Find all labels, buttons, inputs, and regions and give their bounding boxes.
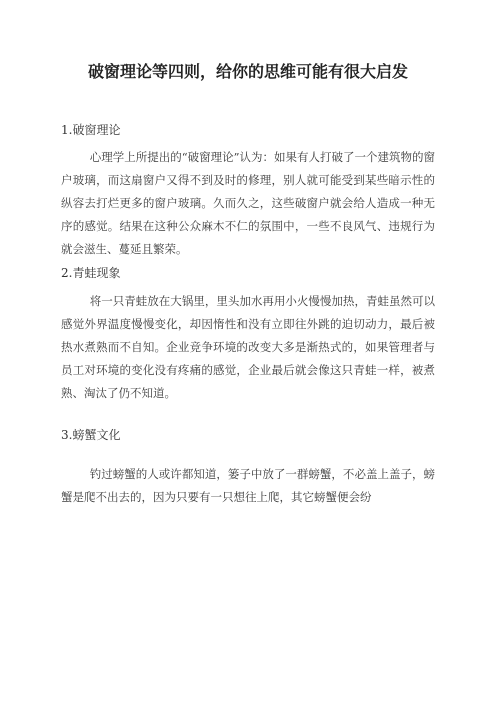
section-heading: 2.青蛙现象 — [61, 266, 121, 280]
section-heading: 3.螃蟹文化 — [61, 428, 121, 442]
section-paragraph: 钓过螃蟹的人或许都知道，篓子中放了一群螃蟹，不必盖上盖子，螃蟹是爬不出去的，因为只要有一只想往上爬，其它螃蟹便会纷 — [61, 467, 435, 504]
section-heading: 1.破窗理论 — [61, 123, 121, 137]
document-title: 破窗理论等四则，给你的思维可能有很大启发 — [87, 62, 408, 81]
section-paragraph: 心理学上所提出的“破窗理论”认为：如果有人打破了一个建筑物的窗户玻璃，而这扇窗户又得不到及时的修理，别人就可能受到某些暗示性的纵容去打烂更多的窗户玻璃。久而久之，这些破窗户就会给人造成一种无序的感觉。结果在这种公众麻木不仁的氛围中，一些不良风气、违规行为就会滋生、蔓延且繁荣。 — [61, 150, 436, 256]
section-paragraph: 将一只青蛙放在大锅里，里头加水再用小火慢慢加热，青蛙虽然可以感觉外界温度慢慢变化，却因惰性和没有立即往外跳的迫切动力，最后被热水煮熟而不自知。企业竞争环境的改变大多是渐热式的，如果管理者与员工对环境的变化没有疼痛的感觉，企业最后就会像这只青蛙一样，被煮熟、淘汰了仍不知道。 — [61, 294, 435, 400]
